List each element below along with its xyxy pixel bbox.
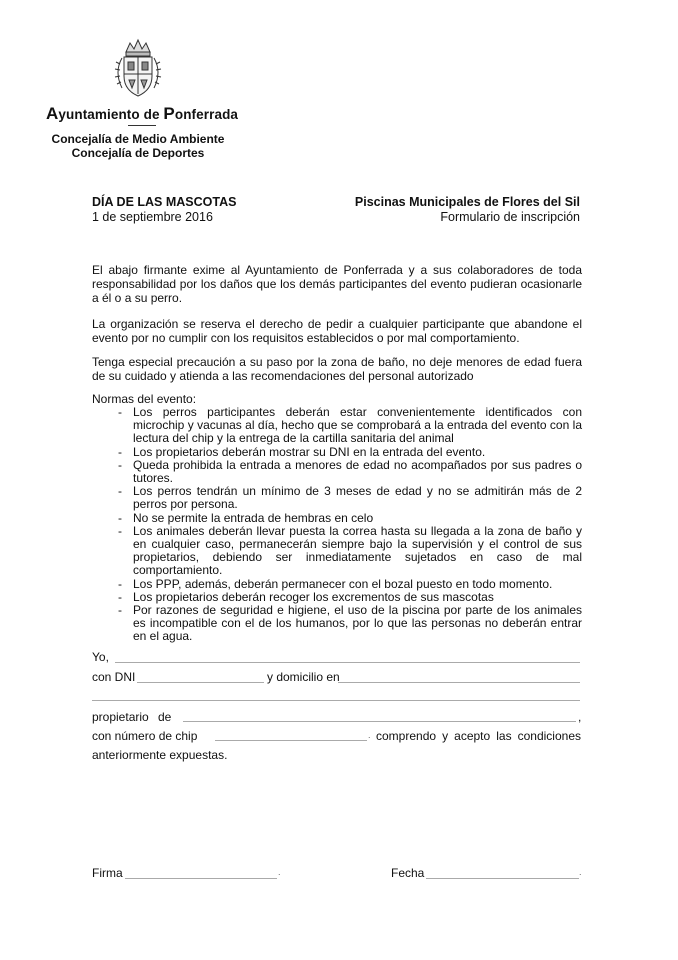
firma-label: Firma: [92, 866, 123, 880]
rule-item: [92, 459, 582, 485]
org-text-part2: onferrada: [174, 107, 239, 122]
form-name: Formulario de inscripción: [440, 210, 580, 224]
chip-field[interactable]: [215, 740, 367, 741]
coat-of-arms-icon: [112, 38, 164, 100]
header-divider: [128, 125, 156, 126]
owner-comma: ,: [578, 710, 582, 724]
rule-text: Por razones de seguridad e higiene, el uso de la piscina por parte de los animales es incompatible con el de los humanos, por lo que las personas no deberán entrar en el agua.: [133, 603, 582, 644]
yo-label: Yo,: [92, 650, 109, 664]
chip-label: con número de chip: [92, 729, 198, 743]
rule-bullet: -: [118, 510, 122, 525]
owner-field[interactable]: [183, 721, 576, 722]
rule-text: Los perros participantes deberán estar convenientemente identificados con microchip y vacunas al día, hecho que se comprobará a la entrada del evento con la lectura del chip y la entrega de la cartilla sanitaria del animal: [133, 405, 582, 446]
date-field[interactable]: [426, 878, 579, 879]
event-date: 1 de septiembre 2016: [92, 210, 213, 224]
org-initial-p: P: [163, 104, 175, 123]
fecha-dot: .: [579, 867, 582, 877]
concejalia-medio-ambiente: Concejalía de Medio Ambiente: [51, 132, 225, 146]
org-initial-a: A: [46, 104, 59, 123]
signature-field[interactable]: [125, 878, 277, 879]
rule-bullet: -: [118, 484, 122, 499]
rule-text: No se permite la entrada de hembras en celo: [133, 510, 374, 525]
rule-bullet: -: [118, 405, 122, 419]
rule-text: Los animales deberán llevar puesta la correa hasta su llegada a la zona de baño y en cualquier caso, permanecerán siempre bajo la supervisión y el control de sus propietarios, debiendo ser inmediatamente sujetados en caso de mal comportamiento.: [133, 523, 582, 578]
address-field[interactable]: [338, 682, 580, 683]
rule-bullet: -: [118, 603, 122, 618]
rule-text: Los PPP, además, deberán permanecer con el bozal puesto en todo momento.: [133, 576, 553, 591]
rule-text: Queda prohibida la entrada a menores de edad no acompañados por sus padres o tutores.: [133, 457, 582, 486]
address-field-line2[interactable]: [92, 700, 580, 701]
paragraph-precaution: Tenga especial precaución a su paso por la zona de baño, no deje menores de edad fuera de su cuidado y atienda a las recomendaciones del personal autorizado: [92, 355, 582, 383]
rule-bullet: -: [118, 589, 122, 604]
rule-item: [92, 485, 582, 511]
propietario-label: propietario: [92, 710, 149, 724]
concejalia-deportes: Concejalía de Deportes: [71, 146, 205, 160]
event-title: DÍA DE LAS MASCOTAS: [92, 195, 237, 209]
rule-item: [92, 406, 582, 446]
rules-list: [92, 406, 582, 644]
dni-field[interactable]: [137, 682, 264, 683]
rule-item: [92, 604, 582, 644]
chip-dot: .: [368, 730, 371, 740]
org-text-part1: yuntamiento de: [58, 107, 164, 122]
rule-text: Los propietarios deberán recoger los excrementos de sus mascotas: [133, 589, 494, 604]
name-field[interactable]: [115, 662, 580, 663]
fecha-label: Fecha: [391, 866, 425, 880]
organization-title: [46, 104, 238, 124]
paragraph-exemption: El abajo firmante exime al Ayuntamiento de Ponferrada y a sus colaboradores de toda responsabilidad por los daños que los demás participantes del evento pudieran ocasionarle a él o a su perro.: [92, 263, 582, 305]
event-venue: Piscinas Municipales de Flores del Sil: [354, 195, 580, 209]
dni-label: con DNI: [92, 670, 136, 684]
paragraph-organization: La organización se reserva el derecho de pedir a cualquier participante que abandone el evento por no cumplir con los requisitos establecidos o por mal comportamiento.: [92, 317, 582, 345]
rule-text: Los propietarios deberán mostrar su DNI en la entrada del evento.: [133, 444, 486, 459]
rule-text: Los perros tendrán un mínimo de 3 meses de edad y no se admitirán más de 2 perros por persona.: [133, 484, 582, 512]
rule-bullet: -: [118, 523, 122, 538]
firma-dot: .: [278, 867, 281, 877]
rule-bullet: -: [118, 576, 122, 591]
rule-item: [92, 525, 582, 578]
rule-bullet: -: [118, 444, 122, 459]
acepto-text-2: anteriormente expuestas.: [92, 748, 228, 762]
rule-bullet: -: [118, 457, 122, 472]
rules-title: Normas del evento:: [92, 392, 197, 406]
acepto-text: comprendo y acepto las condiciones: [376, 729, 581, 743]
de-label: de: [158, 710, 172, 724]
domicilio-label: y domicilio en: [267, 670, 340, 684]
